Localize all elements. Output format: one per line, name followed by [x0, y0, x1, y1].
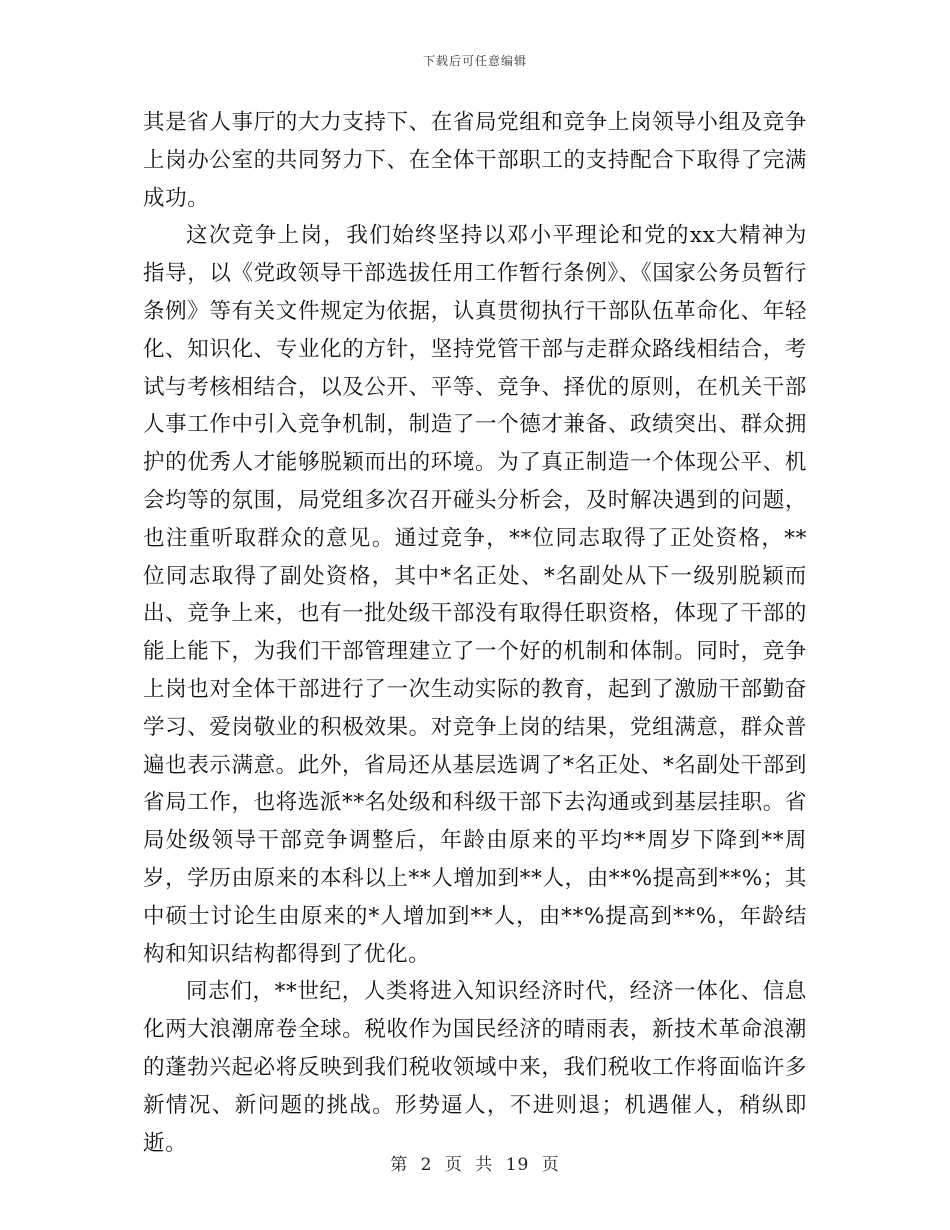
- page-header: 下载后可任意编辑: [422, 54, 527, 68]
- paragraph-continued: 其是省人事厅的大力支持下、在省局党组和竞争上岗领导小组及竞争上岗办公室的共同努力下、在全体干部职工的支持配合下取得了完满成功。: [143, 110, 807, 211]
- paragraph-competition-summary: 这次竞争上岗，我们始终坚持以邓小平理论和党的xx大精神为指导，以《党政领导干部选拔任用工作暂行条例》、《国家公务员暂行条例》等有关文件规定为依据，认真贯彻执行干部队伍革命化、年轻化、知识化、专业化的方针，坚持党管干部与走群众路线相结合，考试与考核相结合，以及公开、平等、竞争、择优的原则，在机关干部人事工作中引入竞争机制，制造了一个德才兼备、政绩突出、群众拥护的优秀人才能够脱颖而出的环境。为了真正制造一个体现公平、机会均等的氛围，局党组多次召开碰头分析会，及时解决遇到的问题，也注重听取群众的意见。通过竞争，**位同志取得了正处资格，**位同志取得了副处资格，其中*名正处、*名副处从下一级别脱颖而出、竞争上来，也有一批处级干部没有取得任职资格，体现了干部的能上能下，为我们干部管理建立了一个好的机制和体制。同时，竞争上岗也对全体干部进行了一次生动实际的教育，起到了激励干部勤奋学习、爱岗敬业的积极效果。对竞争上岗的结果，党组满意，群众普遍也表示满意。此外，省局还从基层选调了*名正处、*名副处干部到省局工作，也将选派**名处级和科级干部下去沟通或到基层挂职。省局处级领导干部竞争调整后，年龄由原来的平均**周岁下降到**周岁，学历由原来的本科以上**人增加到**人，由**%提高到**%；其中硕士讨论生由原来的*人增加到**人，由**%提高到**%，年龄结构和知识结构都得到了优化。: [143, 223, 807, 967]
- document-body: [143, 104, 807, 1162]
- page-number-footer: 第 2 页 共 19 页: [390, 1155, 560, 1175]
- paragraph-knowledge-economy: 同志们，**世纪，人类将进入知识经济时代，经济一体化、信息化两大浪潮席卷全球。税收作为国民经济的晴雨表，新技术革命浪潮的蓬勃兴起必将反映到我们税收领域中来，我们税收工作将面临许多新情况、新问题的挑战。形势逼人，不进则退；机遇催人，稍纵即逝。: [143, 979, 807, 1156]
